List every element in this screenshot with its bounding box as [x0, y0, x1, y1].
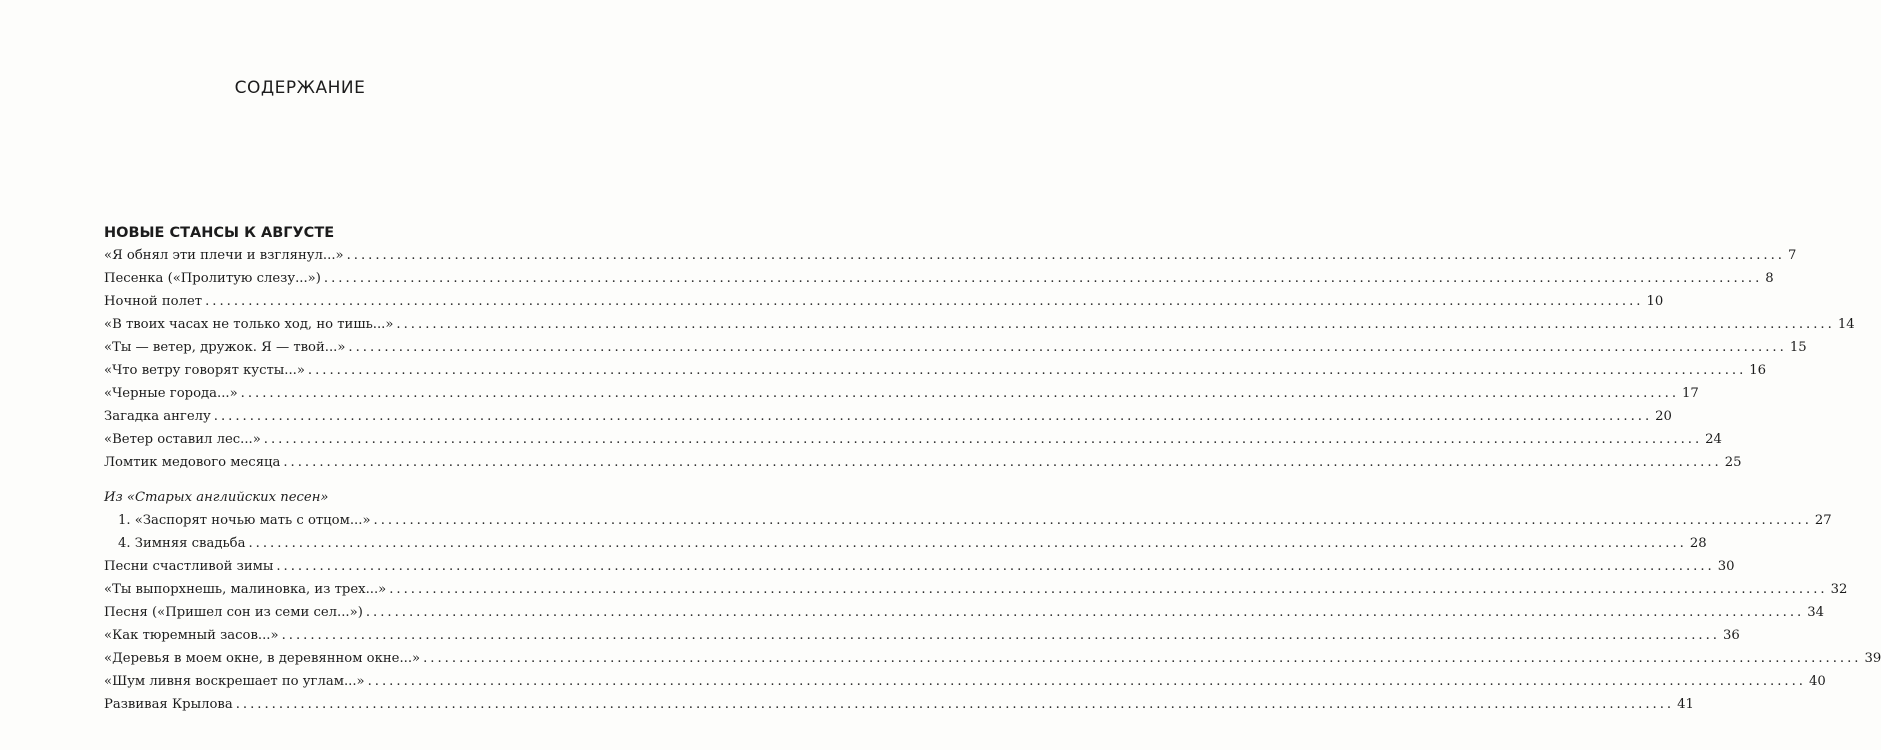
toc-entry-title: Загадка ангелу	[104, 409, 211, 424]
toc-entry[interactable]	[104, 509, 1832, 532]
toc-entry-page: 36	[1722, 628, 1740, 643]
toc-leader-dots: ........................................................................................................................................................................................................	[346, 248, 1785, 263]
toc-entry-page: 40	[1809, 674, 1826, 689]
toc-entry[interactable]	[104, 244, 1797, 267]
toc-leader-dots: ........................................................................................................................................................................................................	[348, 340, 1787, 355]
toc-entry[interactable]	[104, 336, 1807, 359]
toc-entries-rest	[104, 555, 1881, 716]
toc-leader-dots: ........................................................................................................................................................................................................	[281, 628, 1720, 643]
section-title: НОВЫЕ СТАНСЫ К АВГУСТЕ	[104, 225, 335, 241]
toc-entry[interactable]	[104, 428, 1722, 451]
toc-entry-page: 14	[1837, 317, 1855, 332]
toc-entry-page: 41	[1677, 697, 1694, 712]
toc-entry-title: 1. «Заспорят ночью мать с отцом...»	[118, 513, 371, 528]
toc-entries-main	[104, 244, 1855, 474]
toc-entry-title: Песня («Пришел сон из семи сел...»)	[104, 605, 363, 620]
toc-entry[interactable]	[104, 693, 1694, 716]
toc-entry-page: 25	[1724, 455, 1742, 470]
toc-entry[interactable]	[104, 451, 1742, 474]
toc-entry[interactable]	[104, 555, 1735, 578]
toc-entry-page: 39	[1864, 651, 1881, 666]
toc-entry-title: «Ты выпорхнешь, малиновка, из трех...»	[104, 582, 387, 597]
toc-leader-dots: ........................................................................................................................................................................................................	[213, 409, 1653, 424]
toc-entry-page: 17	[1682, 386, 1699, 401]
subsection-title: Из «Старых английских песен»	[104, 490, 329, 505]
toc-leader-dots: ........................................................................................................................................................................................................	[373, 513, 1812, 528]
toc-leader-dots: ........................................................................................................................................................................................................	[423, 651, 1862, 666]
toc-leader-dots: ........................................................................................................................................................................................................	[323, 271, 1763, 286]
toc-entry-title: «Шум ливня воскрешает по углам...»	[104, 674, 365, 689]
toc-leader-dots: ........................................................................................................................................................................................................	[389, 582, 1828, 597]
toc-leader-dots: ........................................................................................................................................................................................................	[283, 455, 1722, 470]
toc-entry-page: 8	[1765, 271, 1774, 286]
toc-entry[interactable]	[104, 532, 1707, 555]
toc-entry[interactable]	[104, 624, 1740, 647]
toc-entry-title: «Что ветру говорят кусты...»	[104, 363, 305, 378]
toc-entry-page: 32	[1830, 582, 1848, 597]
toc-entry[interactable]	[104, 313, 1855, 336]
page-title: СОДЕРЖАНИЕ	[234, 78, 366, 98]
toc-leader-dots: ........................................................................................................................................................................................................	[367, 674, 1806, 689]
toc-entry-title: Песни счастливой зимы	[104, 559, 274, 574]
toc-entry-title: «Ветер оставил лес...»	[104, 432, 261, 447]
toc-entry[interactable]	[104, 405, 1672, 428]
toc-leader-dots: ........................................................................................................................................................................................................	[365, 605, 1805, 620]
table-of-contents	[104, 222, 1881, 716]
toc-entry-title: Развивая Крылова	[104, 697, 233, 712]
toc-leader-dots: ........................................................................................................................................................................................................	[396, 317, 1835, 332]
toc-entry-page: 34	[1807, 605, 1825, 620]
toc-leader-dots: ........................................................................................................................................................................................................	[307, 363, 1747, 378]
toc-entry-page: 30	[1717, 559, 1735, 574]
toc-entry[interactable]	[104, 359, 1767, 382]
toc-entry[interactable]	[104, 670, 1826, 693]
toc-leader-dots: ........................................................................................................................................................................................................	[235, 697, 1675, 712]
toc-entry-title: Ночной полет	[104, 294, 203, 309]
toc-entry[interactable]	[104, 382, 1699, 405]
toc-leader-dots: ........................................................................................................................................................................................................	[240, 386, 1680, 401]
toc-entry-page: 15	[1789, 340, 1807, 355]
toc-entry[interactable]	[104, 290, 1664, 313]
toc-entry-title: «Ты — ветер, дружок. Я — твой...»	[104, 340, 346, 355]
toc-leader-dots: ........................................................................................................................................................................................................	[205, 294, 1644, 309]
toc-entry-title: Ломтик медового месяца	[104, 455, 281, 470]
toc-leader-dots: ........................................................................................................................................................................................................	[276, 559, 1715, 574]
toc-entry-title: 4. Зимняя свадьба	[118, 536, 246, 551]
toc-entry-page: 7	[1787, 248, 1797, 263]
toc-entry-page: 10	[1646, 294, 1664, 309]
toc-entry-title: «Я обнял эти плечи и взглянул...»	[104, 248, 344, 263]
toc-entry-page: 27	[1814, 513, 1832, 528]
toc-leader-dots: ........................................................................................................................................................................................................	[248, 536, 1687, 551]
toc-entry-title: «Деревья в моем окне, в деревянном окне...»	[104, 651, 421, 666]
toc-entry-page: 16	[1749, 363, 1767, 378]
toc-entry-page: 24	[1705, 432, 1722, 447]
toc-entry-page: 28	[1689, 536, 1707, 551]
toc-entry-title: «В твоих часах не только ход, но тишь...»	[104, 317, 394, 332]
toc-leader-dots: ........................................................................................................................................................................................................	[263, 432, 1703, 447]
toc-entry-page: 20	[1655, 409, 1672, 424]
toc-entry[interactable]	[104, 267, 1774, 290]
toc-entry[interactable]	[104, 578, 1848, 601]
toc-entry-title: «Как тюремный засов...»	[104, 628, 279, 643]
toc-entry[interactable]	[104, 601, 1825, 624]
toc-entry-title: «Черные города...»	[104, 386, 238, 401]
toc-entry[interactable]	[104, 647, 1881, 670]
toc-entries-sub	[104, 509, 1832, 555]
toc-entry-title: Песенка («Пролитую слезу...»)	[104, 271, 321, 286]
